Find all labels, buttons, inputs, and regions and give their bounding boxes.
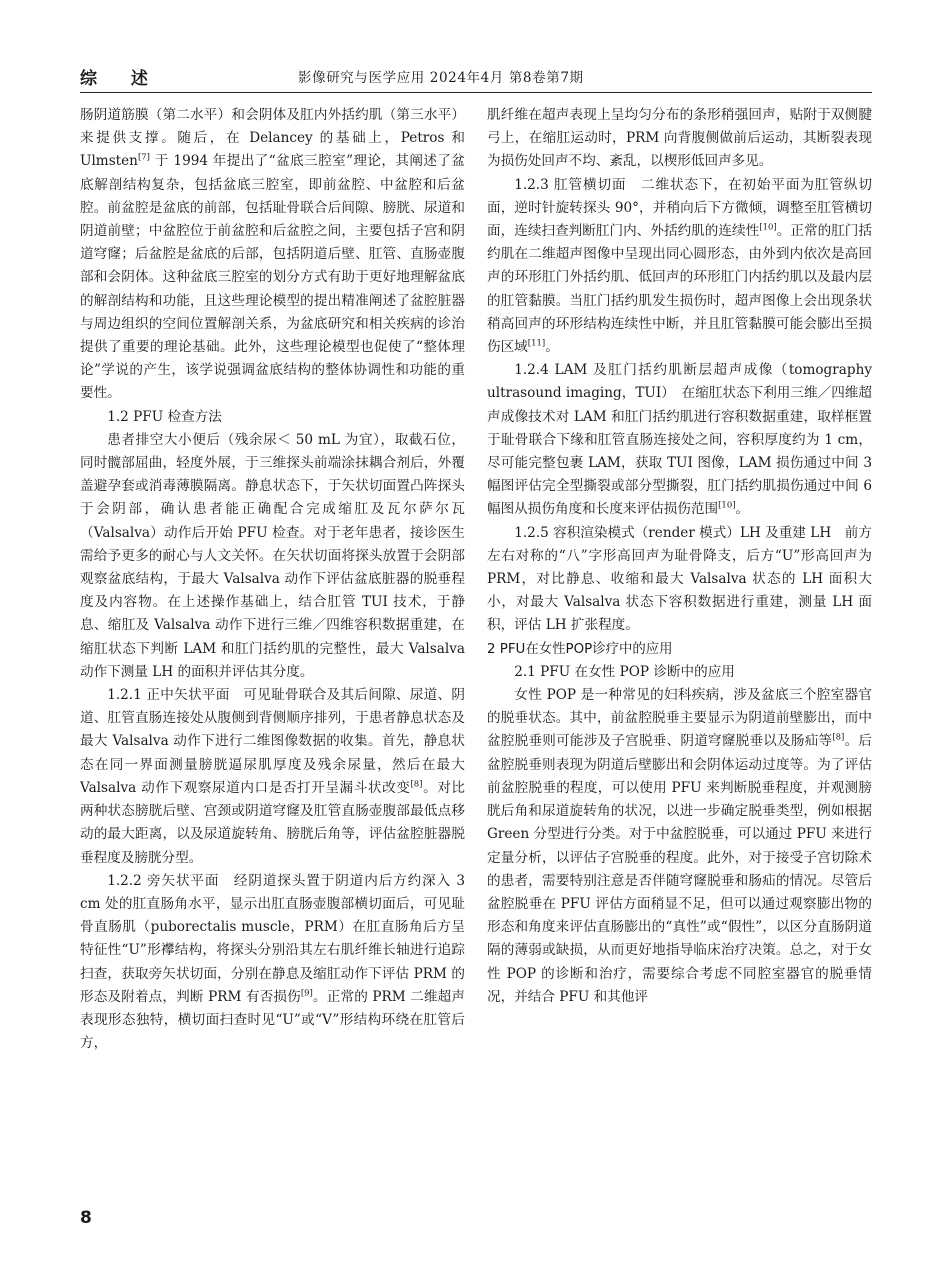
right-column: [487, 104, 872, 1009]
paragraph-text: 女性 POP 是一种常见的妇科疾病，涉及盆底三个腔室器官的脱垂状态。其中，前盆腔脱垂主要显示为阴道前壁膨出，而中盆腔脱垂则可能涉及子宫脱垂、阴道穹窿脱垂以及肠疝等: [487, 687, 872, 750]
paragraph-text: 。后盆腔脱垂则表现为阴道后壁膨出和会阴体运动过度等。为了评估前盆腔脱垂的程度，可以使用 PFU 来判断脱垂程度，并观测膀胱后角和尿道旋转角的状况，以进一步确定脱垂类型，例如根据 Green 分型进行分类。对于中盆腔脱垂，可以通过 PFU 来进行定量分析，以评估子宫脱垂的程度。此外，对于接受子宫切除术的患者，需要特别注意是否伴随穹窿脱垂和肠疝的情况。尽管后盆腔脱垂在 PFU 评估方面稍显不足，但可以通过观察膨出物的形态和角度来评估直肠膨出的“真性”或“假性”，以区分直肠阴道隔的薄弱或缺损，从而更好地指导临床治疗决策。总之，对于女性 POP 的诊断和治疗，需要综合考虑不同腔室器官的脱垂情况，并结合 PFU 和其他评: [487, 733, 873, 1005]
citation-ref: [7]: [137, 152, 150, 163]
subsection-heading: 2.1 PFU 在女性 POP 诊断中的应用: [514, 663, 735, 680]
paragraph: 患者排空大小便后（残余尿＜ 50 mL 为宜），取截石位，同时髋部屈曲，轻度外展，于三维探头前端涂抹耦合剂后，外覆盖避孕套或消毒薄膜隔离。静息状态下，于矢状切面置凸阵探头于会阴部，确认患者能正确配合完成缩肛及瓦尔萨尔瓦（Valsalva）动作后开始 PFU 检查。对于老年患者，接诊医生需给予更多的耐心与人文关怀。在矢状切面将探头放置于会阴部观察盆底结构，于最大 Valsalva 动作下评估盆底脏器的脱垂程度及内容物。在上述操作基础上，结合肛管 TUI 技术，于静息、缩肛及 Valsalva 动作下进行三维／四维容积数据重建，在缩肛状态下判断 LAM 和肛门括约肌的完整性，最大 Valsalva 动作下测量 LH 的面积并评估其分度。: [80, 431, 465, 680]
paragraph: [80, 684, 465, 870]
paragraph-text: 。对比两种状态膀胱后壁、宫颈或阴道穹窿及肛管直肠壶腹部最低点移动的最大距离，以及尿道旋转角、膀胱后角等，评估盆腔脏器脱垂程度及膀胱分型。: [80, 779, 466, 866]
paragraph: [80, 104, 465, 406]
paragraph-text: 。正常的 PRM 二维超声表现形态独特，横切面扫查时见“U”或“V”形结构环绕在肛管后方，: [80, 988, 465, 1052]
paragraph-text: 1.2.4 LAM 及肛门括约肌断层超声成像（tomography ultrasound imaging，TUI） 在缩肛状态下利用三维／四维超声成像技术对 LAM 和肛门括约肌进行容积数据重建，取样框置于耻骨联合下缘和肛管直肠连接处之间，容积厚度约为 1 cm，尽可能完整包裹 LAM，获取 TUI 图像，LAM 损伤通过中间 3 幅图评估完全型撕裂或部分型撕裂，肛门括约肌损伤通过中间 6 幅图从损伤角度和长度来评估损伤范围: [487, 362, 872, 518]
citation-ref: [8]: [410, 779, 423, 790]
citation-ref: [11]: [527, 338, 546, 349]
paragraph: 1.2.5 容积渲染模式（render 模式）LH 及重建 LH 前方左右对称的“八”字形高回声为耻骨降支，后方“U”形高回声为 PRM，对比静息、收缩和最大 Valsalva 状态的 LH 面积大小，对最大 Valsalva 状态下容积数据进行重建，测量 LH 面积，评估 LH 扩张程度。: [487, 524, 872, 634]
paragraph-text: 1.2.3 肛管横切面 二维状态下，在初始平面为肛管纵切面，逆时针旋转探头 90°，并稍向后下方微倾，调整至肛管横切面，连续扫查判断肛门内、外括约肌的连续性: [487, 176, 872, 240]
citation-ref: [10]: [718, 500, 736, 511]
paragraph-text: 。正常的肛门括约肌在二维超声图像中呈现出同心圆形态，由外到内依次是高回声的环形肛门外括约肌、低回声的环形肛门内括约肌以及最内层的肛管黏膜。当肛门括约肌发生损伤时，超声图像上会出现条状稍高回声的环形结构连续性中断，并且肛管黏膜可能会膨出至损伤区域: [487, 223, 873, 356]
journal-citation: 影像研究与医学应用 2024年4月 第8卷第7期: [298, 70, 584, 86]
section-label: 综 述: [80, 69, 162, 89]
paragraph-text: 于 1994 年提出了“盆底三腔室”理论，其阐述了盆底解剖结构复杂，包括盆底三腔室，即前盆腔、中盆腔和后盆腔。前盆腔是盆底的前部，包括耻骨联合后间隙、膀胱、尿道和阴道前壁；中盆腔位于前盆腔和后盆腔之间，主要包括子宫和阴道穹窿；后盆腔是盆底的后部，包括阴道后壁、肛管、直肠壶腹部和会阴体。这种盆底三腔室的划分方式有助于更好地理解盆底的解剖结构和功能，且这些理论模型的提出精准阐述了盆腔脏器与周边组织的空间位置解剖关系，为盆底研究和相关疾病的诊治提供了重要的理论基础。此外，这些理论模型也促使了“整体理论”学说的产生，该学说强调盆底结构的整体协调性和功能的重要性。: [80, 153, 465, 402]
paragraph: [487, 174, 872, 360]
paragraph-text: 1.2.2 旁矢状平面 经阴道探头置于阴道内后方约深入 3 cm 处的肛直肠角水平，显示出肛直肠壶腹部横切面后，可见耻骨直肠肌（puborectalis muscle，PRM）在肛直肠角后方呈特征性“U”形襻结构，将探头分别沿其左右肌纤维长轴进行追踪扫查，获取旁矢状切面，分别在静息及缩肛动作下评估 PRM 的形态及附着点，判断 PRM 有否损伤: [80, 872, 465, 1005]
paragraph-text: 。: [545, 339, 559, 356]
header-rule: [80, 92, 872, 93]
running-header: [80, 64, 872, 90]
paragraph: [487, 359, 872, 521]
paragraph: 肌纤维在超声表现上呈均匀分布的条形稍强回声，贴附于双侧腱弓上，在缩肛运动时，PRM 向背腹侧做前后运动，其断裂表现为损伤处回声不均、紊乱，以楔形低回声多见。: [487, 107, 872, 170]
citation-ref: [9]: [300, 988, 313, 999]
citation-ref: [8]: [832, 732, 845, 743]
paragraph-text: 。: [735, 501, 750, 518]
section-heading: 2 PFU在女性POP诊疗中的应用: [487, 641, 673, 657]
paragraph-text: 1.2.1 正中矢状平面 可见耻骨联合及其后间隙、尿道、阴道、肛管直肠连接处从腹侧到背侧顺序排列，于患者静息状态及最大 Valsalva 动作下进行二维图像数据的收集。首先，静息状态在同一界面测量膀胱逼尿肌厚度及残余尿量，然后在最大 Valsalva 动作下观察尿道内口是否打开呈漏斗状改变: [80, 687, 465, 796]
paragraph: [487, 684, 872, 1009]
left-column: [80, 104, 465, 1055]
citation-ref: [10]: [759, 222, 777, 233]
paragraph-text: 肠阴道筋膜（第二水平）和会阴体及肛内外括约肌（第三水平）来提供支撑。随后，在 Delancey 的基础上，Petros 和 Ulmsten: [80, 107, 465, 170]
page-number: 8: [80, 1208, 92, 1228]
paragraph: [80, 870, 465, 1056]
subsection-heading: 1.2 PFU 检查方法: [107, 408, 222, 425]
